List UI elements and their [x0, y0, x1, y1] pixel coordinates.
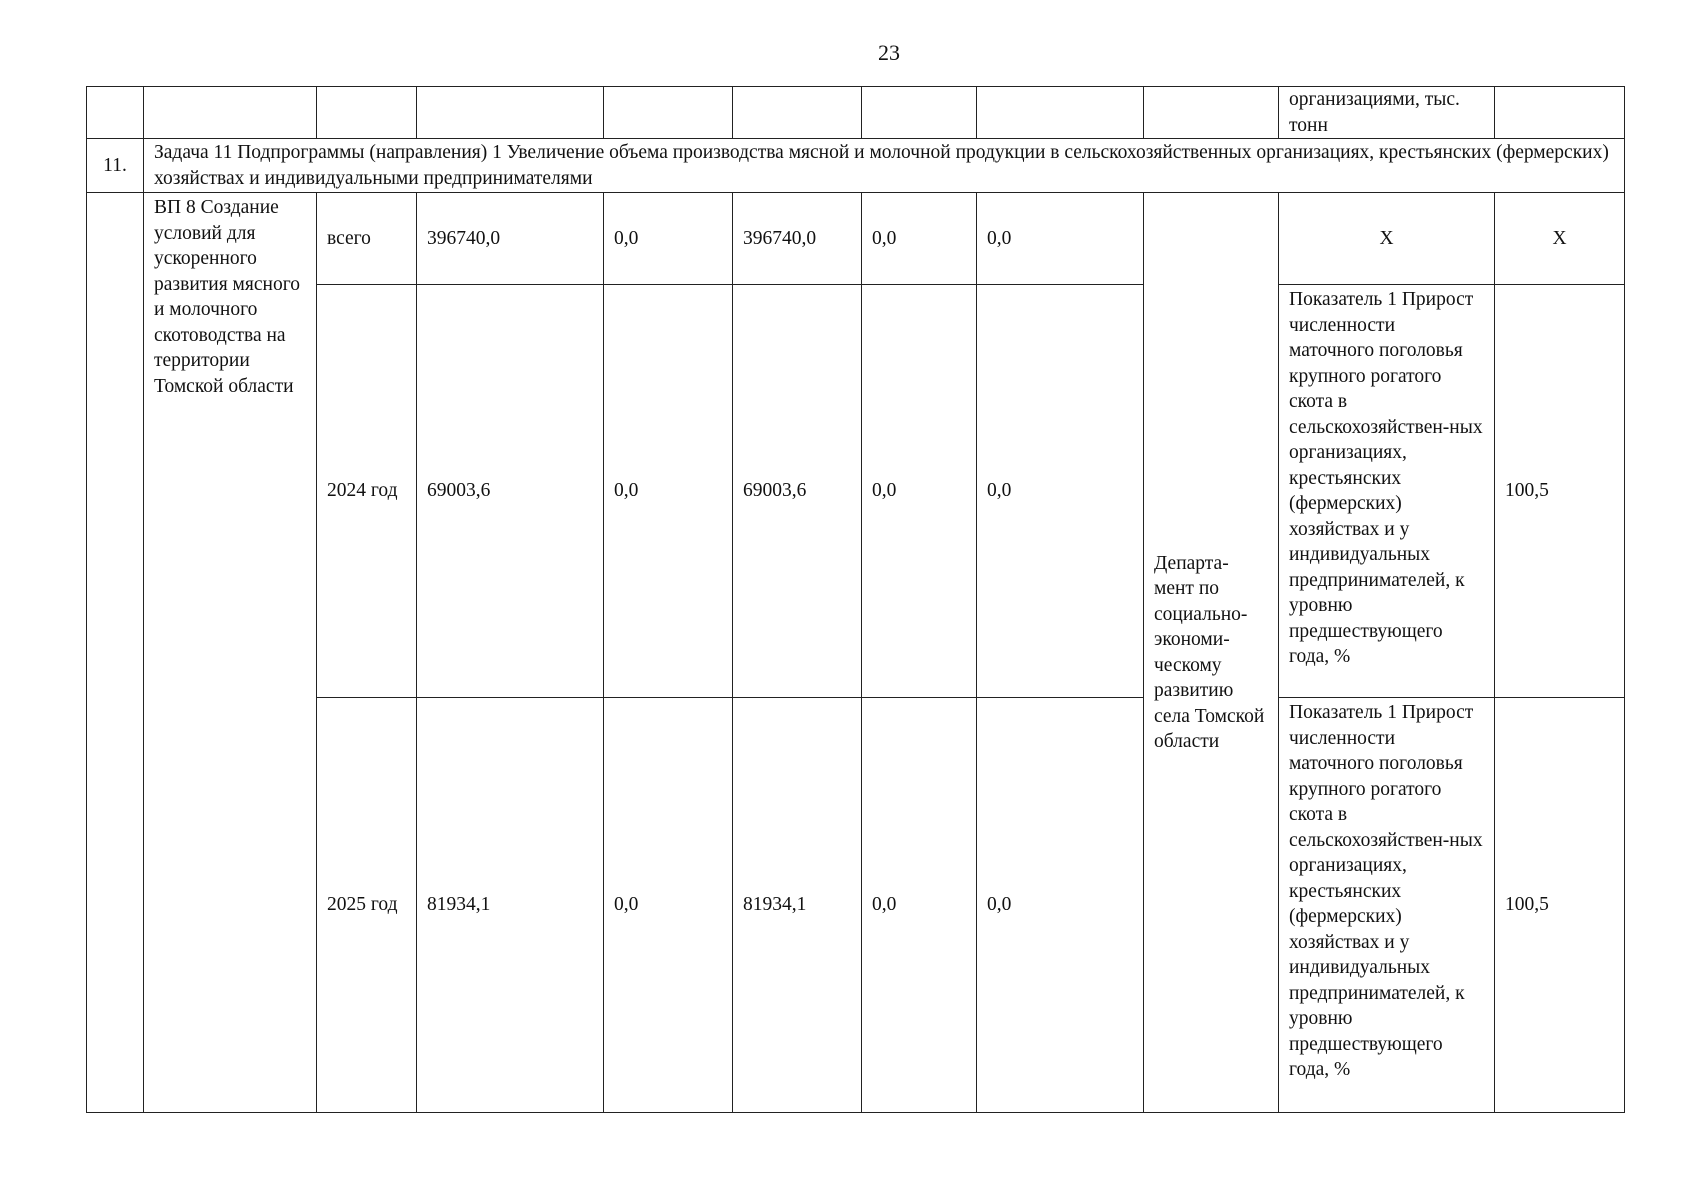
- value-cell: 69003,6: [417, 285, 604, 698]
- empty-cell: [977, 87, 1144, 139]
- period-cell: 2024 год: [317, 285, 417, 698]
- indicator-value-cell: 100,5: [1495, 285, 1625, 698]
- value-cell: 0,0: [862, 285, 977, 698]
- empty-cell: [862, 87, 977, 139]
- indicator-cell: Показатель 1 Прирост численности маточного поголовья крупного рогатого скота в сельскохозяйствен-ных организациях, крестьянских (фермерских) хозяйствах и у индивидуальных предпринимателей, к уровню предшествующего года, %: [1279, 285, 1495, 698]
- value-cell: 69003,6: [733, 285, 862, 698]
- task-row: [87, 139, 1625, 193]
- value-cell: 0,0: [604, 285, 733, 698]
- value-cell: 0,0: [977, 285, 1144, 698]
- continuation-indicator-cell: организациями, тыс. тонн: [1279, 87, 1495, 139]
- task-title: Задача 11 Подпрограммы (направления) 1 Увеличение объема производства мясной и молочной продукции в сельскохозяйственных организациях, крестьянских (фермерских) хозяйствах и индивидуальными предпринимателями: [144, 139, 1625, 193]
- value-cell: 81934,1: [417, 698, 604, 1113]
- indicator-value-cell: X: [1495, 193, 1625, 285]
- indicator-value-cell: 100,5: [1495, 698, 1625, 1113]
- measure-name: ВП 8 Создание условий для ускоренного развития мясного и молочного скотоводства на территории Томской области: [144, 193, 317, 1113]
- value-cell: 0,0: [604, 193, 733, 285]
- indicator-cell: X: [1279, 193, 1495, 285]
- value-cell: 0,0: [862, 193, 977, 285]
- indicator-cell: Показатель 1 Прирост численности маточного поголовья крупного рогатого скота в сельскохозяйствен-ных организациях, крестьянских (фермерских) хозяйствах и у индивидуальных предпринимателей, к уровню предшествующего года, %: [1279, 698, 1495, 1113]
- empty-cell: [1495, 87, 1625, 139]
- empty-cell: [317, 87, 417, 139]
- period-cell: всего: [317, 193, 417, 285]
- value-cell: 0,0: [977, 193, 1144, 285]
- measure-row-2024: [87, 285, 1625, 698]
- empty-cell: [733, 87, 862, 139]
- value-cell: 0,0: [977, 698, 1144, 1113]
- period-cell: 2025 год: [317, 698, 417, 1113]
- empty-cell: [417, 87, 604, 139]
- empty-number-cell: [87, 193, 144, 1113]
- task-number: 11.: [87, 139, 144, 193]
- empty-cell: [1144, 87, 1279, 139]
- measure-row-2025: [87, 698, 1625, 1113]
- empty-cell: [604, 87, 733, 139]
- page-number: 23: [878, 40, 900, 65]
- continuation-row: [87, 87, 1625, 139]
- value-cell: 81934,1: [733, 698, 862, 1113]
- empty-cell: [87, 87, 144, 139]
- empty-cell: [144, 87, 317, 139]
- value-cell: 396740,0: [733, 193, 862, 285]
- value-cell: 0,0: [604, 698, 733, 1113]
- measure-row-total: [87, 193, 1625, 285]
- executor-cell: Департа-мент по социально-экономи-ческому развитию села Томской области: [1144, 193, 1279, 1113]
- value-cell: 0,0: [862, 698, 977, 1113]
- program-table: [86, 86, 1625, 1113]
- value-cell: 396740,0: [417, 193, 604, 285]
